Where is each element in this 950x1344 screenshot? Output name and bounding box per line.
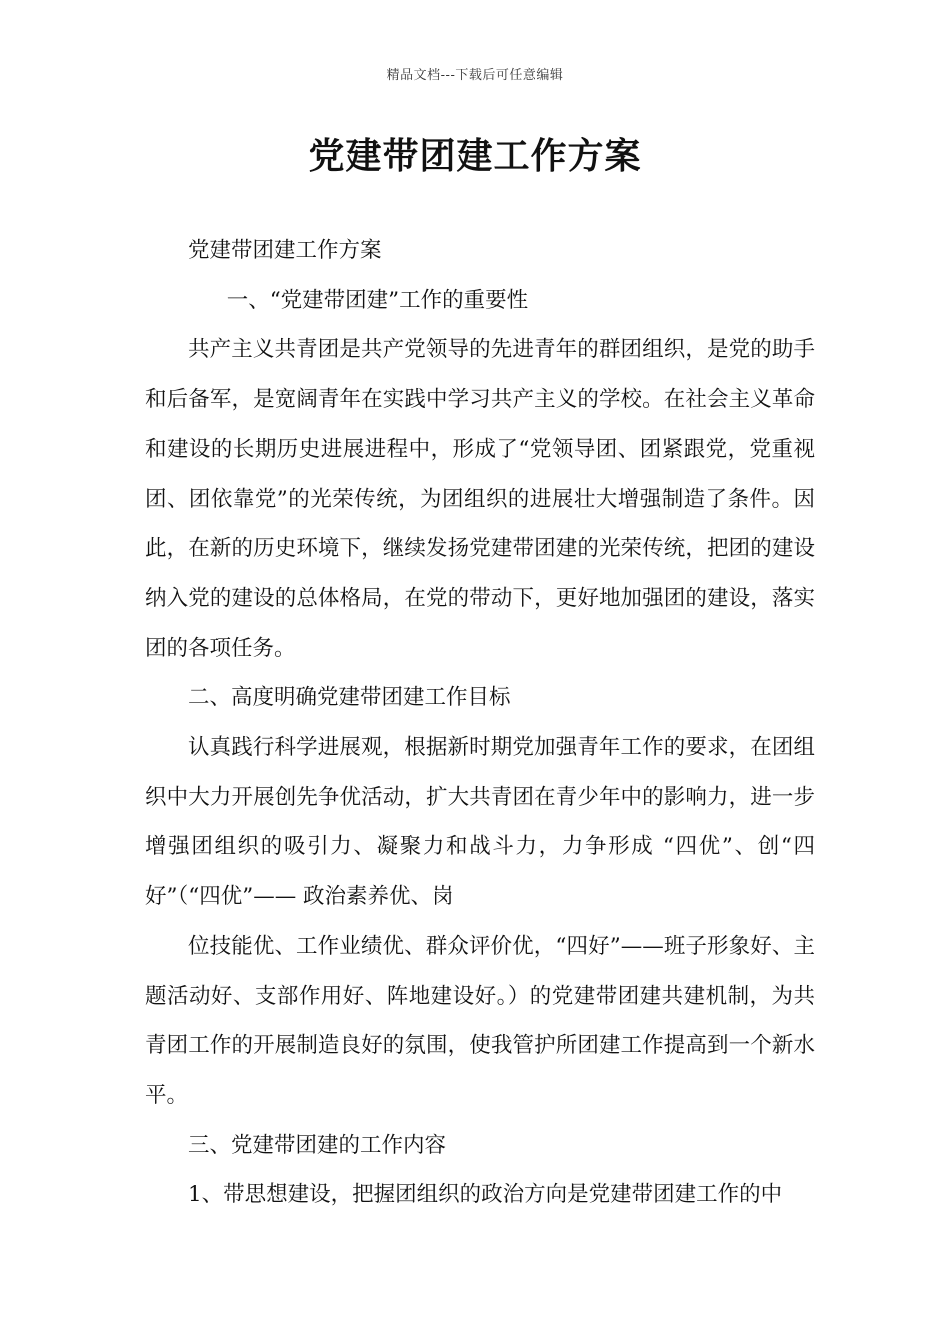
section-heading-1: 一、“党建带团建”工作的重要性	[226, 287, 529, 313]
paragraph-content-1: 1、带思想建设，把握团组织的政治方向是党建带团建工作的中	[188, 1182, 783, 1208]
section-heading-2: 二、高度明确党建带团建工作目标	[188, 685, 511, 711]
section-heading-3: 三、党建带团建的工作内容	[188, 1132, 447, 1158]
body-heading: 党建带团建工作方案	[188, 238, 382, 263]
document-body	[145, 226, 815, 1220]
document-title: 党建带团建工作方案	[308, 135, 642, 177]
header-note: 精品文档---下载后可任意编辑	[386, 68, 564, 83]
paragraph-goals-1: 认真践行科学进展观，根据新时期党加强青年工作的要求，在团组织中大力开展创先争优活动，扩大共青团在青少年中的影响力，进一步增强团组织的吸引力、凝聚力和战斗力，力争形成 “四优”、创“四好”（“四优”—— 政治素养优、岗	[145, 735, 815, 910]
paragraph-importance: 共产主义共青团是共产党领导的先进青年的群团组织，是党的助手和后备军，是宽阔青年在实践中学习共产主义的学校。在社会主义革命和建设的长期历史进展进程中，形成了“党领导团、团紧跟党，党重视团、团依靠党”的光荣传统，为团组织的进展壮大增强制造了条件。因此，在新的历史环境下，继续发扬党建带团建的光荣传统，把团的建设纳入党的建设的总体格局，在党的带动下，更好地加强团的建设，落实团的各项任务。	[145, 337, 815, 661]
paragraph-goals-2: 位技能优、工作业绩优、群众评价优，“四好”——班子形象好、主题活动好、支部作用好、阵地建设好。）的党建带团建共建机制，为共青团工作的开展制造良好的氛围，使我管护所团建工作提高到一个新水平。	[145, 933, 815, 1108]
